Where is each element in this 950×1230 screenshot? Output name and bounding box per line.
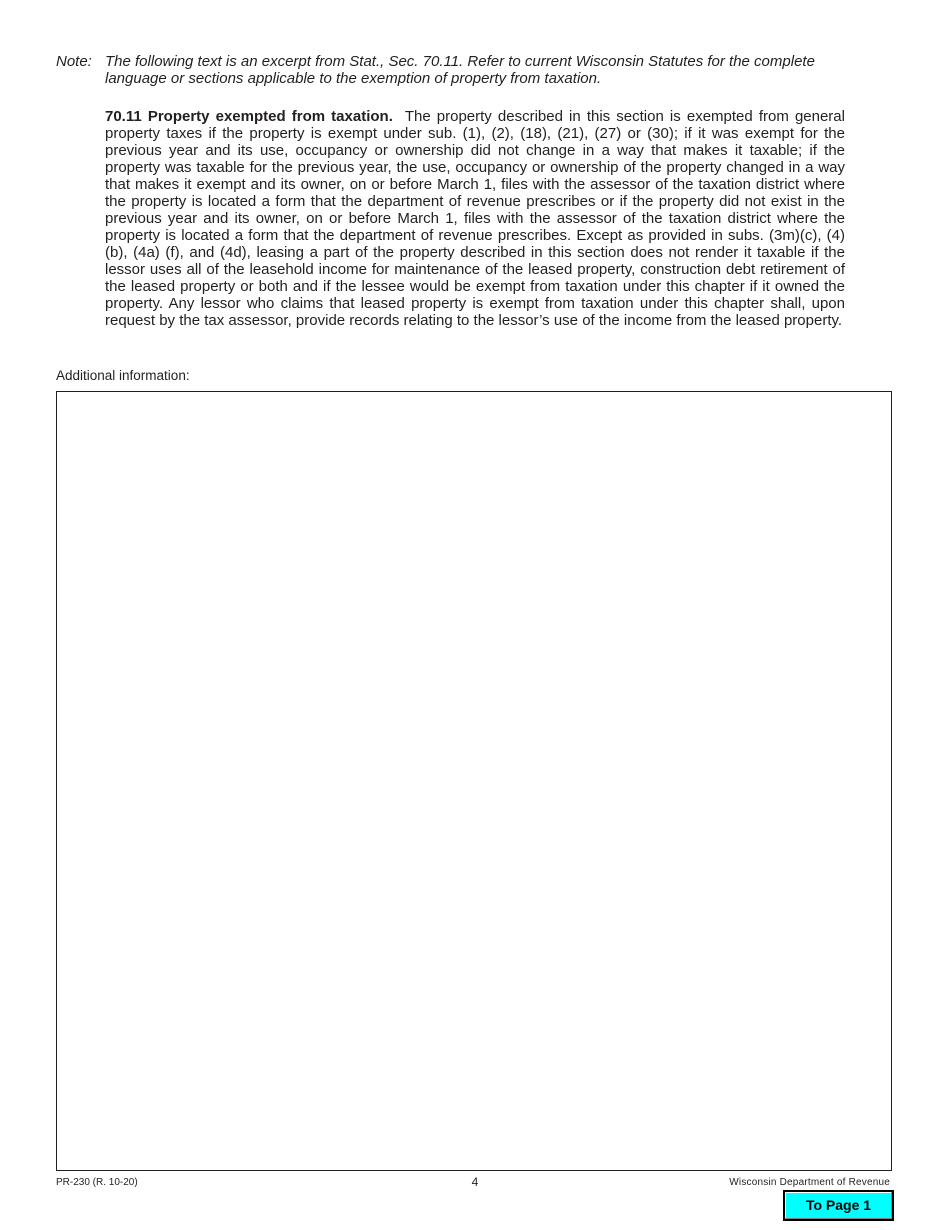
statute-body: The property described in this section is exempted from general property taxes if the property is exempt under sub. (1), (2), (18), (21), (27) or (30); if it was exempt for the previous year and its use, occupancy or ownership did not change in a way that makes it taxable; if the property was taxable for the previous year, the use, occupancy or ownership of the property changed in a way that makes it exempt and its owner, on or before March 1, files with the assessor of the taxation district where the property is located a form that the department of revenue prescribes or if the property did not exist in the previous year and its owner, on or before March 1, files with the assessor of the taxation district where the property is located a form that the department of revenue prescribes. Except as provided in subs. (3m)(c), (4)(b), (4a) (f), and (4d), leasing a part of the property described in this section does not render it taxable if the lessor uses all of the leasehold income for maintenance of the leased property, construction debt retirement of the leased property or both and if the lessee would be exempt from taxation under this chapter if it owned the property. Any lessor who claims that leased property is exempt from taxation under this chapter shall, upon request by the tax assessor, provide records relating to the lessor’s use of the income from the leased property. <box>105 108 845 329</box>
additional-information-field[interactable] <box>56 391 892 1171</box>
statute-heading: 70.11 Property exempted from taxation. <box>105 108 393 125</box>
department-name: Wisconsin Department of Revenue <box>729 1177 890 1188</box>
note-label: Note: <box>56 53 92 70</box>
statute-excerpt <box>105 108 845 329</box>
additional-information-label: Additional information: <box>56 368 190 383</box>
to-page-1-button[interactable]: To Page 1 <box>783 1190 894 1221</box>
page-number: 4 <box>471 1175 479 1189</box>
form-id: PR-230 (R. 10-20) <box>56 1177 138 1188</box>
note-text: The following text is an excerpt from Stat., Sec. 70.11. Refer to current Wisconsin Statutes for the complete language or sections applicable to the exemption of property from taxation. <box>105 53 815 87</box>
statute-note <box>56 53 866 87</box>
